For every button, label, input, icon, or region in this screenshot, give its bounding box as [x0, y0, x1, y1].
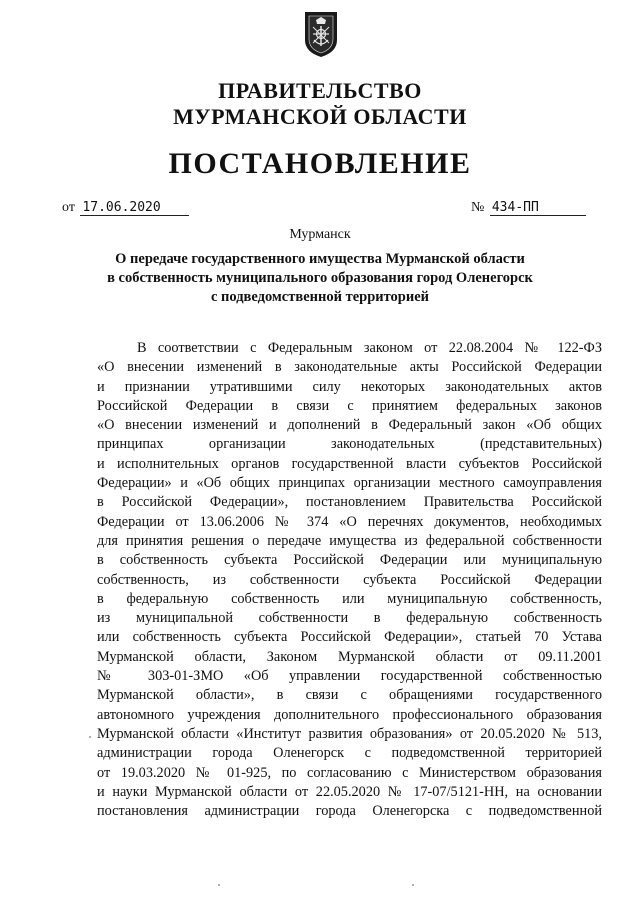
- body-line: Федерации от 13.06.2006 № 374 «О перечнях документов, необходимых: [97, 513, 602, 530]
- body-line: автономного учреждения дополнительного профессионального образования: [97, 706, 602, 723]
- body-line: в федеральную собственность или муниципальную собственность,: [97, 590, 602, 607]
- coat-of-arms-icon: [303, 10, 339, 58]
- body-line: в Российской Федерации», постановлением Правительства Российской: [97, 494, 602, 511]
- body-line: Российской Федерации в связи с принятием федеральных законов: [97, 397, 602, 414]
- document-date: [62, 198, 189, 218]
- body-line: Мурманской области, Законом Мурманской области от 09.11.2001: [97, 648, 602, 665]
- body-line: и исполнительных органов государственной власти субъектов Российской: [97, 455, 602, 472]
- body-line: Федерации» и «Об общих принципах организации местного самоуправления: [97, 475, 602, 492]
- date-value: 17.06.2020: [80, 200, 189, 216]
- body-line: от 19.03.2020 № 01-925, по согласованию с Министерством образования: [97, 764, 602, 781]
- body-line: администрации города Оленегорск с подведомственной территорией: [97, 745, 602, 762]
- scan-speck: [89, 736, 91, 738]
- body-line: или собственность субъекта Российской Федерации», статьей 70 Устава: [97, 629, 602, 646]
- government-name-line2: МУРМАНСКОЙ ОБЛАСТИ: [173, 104, 467, 129]
- body-line: Мурманской области», в связи с обращениями государственного: [97, 687, 602, 704]
- body-line: собственность, из собственности субъекта Российской Федерации: [97, 571, 602, 588]
- number-value: 434-ПП: [490, 200, 586, 216]
- body-line: «О внесении изменений в законодательные акты Российской Федерации: [97, 359, 602, 376]
- date-prefix: от: [62, 200, 75, 215]
- body-line: для принятия решения о передаче имущества из федеральной собственности: [97, 532, 602, 549]
- body-line: и науки Мурманской области от 22.05.2020 № 17-07/5121-НН, на основании: [97, 783, 602, 800]
- city-name: Мурманск: [289, 227, 351, 242]
- subject-line: О передаче государственного имущества Мурманской области: [115, 251, 525, 267]
- number-prefix: №: [471, 200, 485, 215]
- body-line: в собственность субъекта Российской Федерации или муниципальную: [97, 552, 602, 569]
- body-line: из муниципальной собственности в федеральную собственность: [97, 610, 602, 627]
- body-line: № 303-01-ЗМО «Об управлении государственной собственностью: [97, 668, 602, 685]
- document-type-title: ПОСТАНОВЛЕНИЕ: [168, 147, 472, 180]
- body-line: В соответствии с Федеральным законом от 22.08.2004 № 122-ФЗ: [137, 340, 602, 356]
- government-name-line1: ПРАВИТЕЛЬСТВО: [218, 78, 422, 103]
- subject-line: в собственность муниципального образования город Оленегорск: [107, 270, 533, 286]
- body-line: «О внесении изменений и дополнений в Федеральный закон «Об общих: [97, 417, 602, 434]
- subject-line: с подведомственной территорией: [210, 289, 430, 305]
- document-body: [97, 339, 602, 821]
- body-line: принципах организации законодательных (представительных): [97, 436, 602, 453]
- body-line: Мурманской области «Институт развития образования» от 20.05.2020 № 513,: [97, 725, 602, 742]
- body-line: и признании утратившими силу некоторых законодательных актов: [97, 378, 602, 395]
- scan-speck: [412, 884, 414, 886]
- body-line: постановления администрации города Оленегорска с подведомственной: [97, 803, 602, 820]
- document-subject: [100, 250, 540, 307]
- scan-speck: [218, 884, 220, 886]
- document-number: [471, 198, 586, 218]
